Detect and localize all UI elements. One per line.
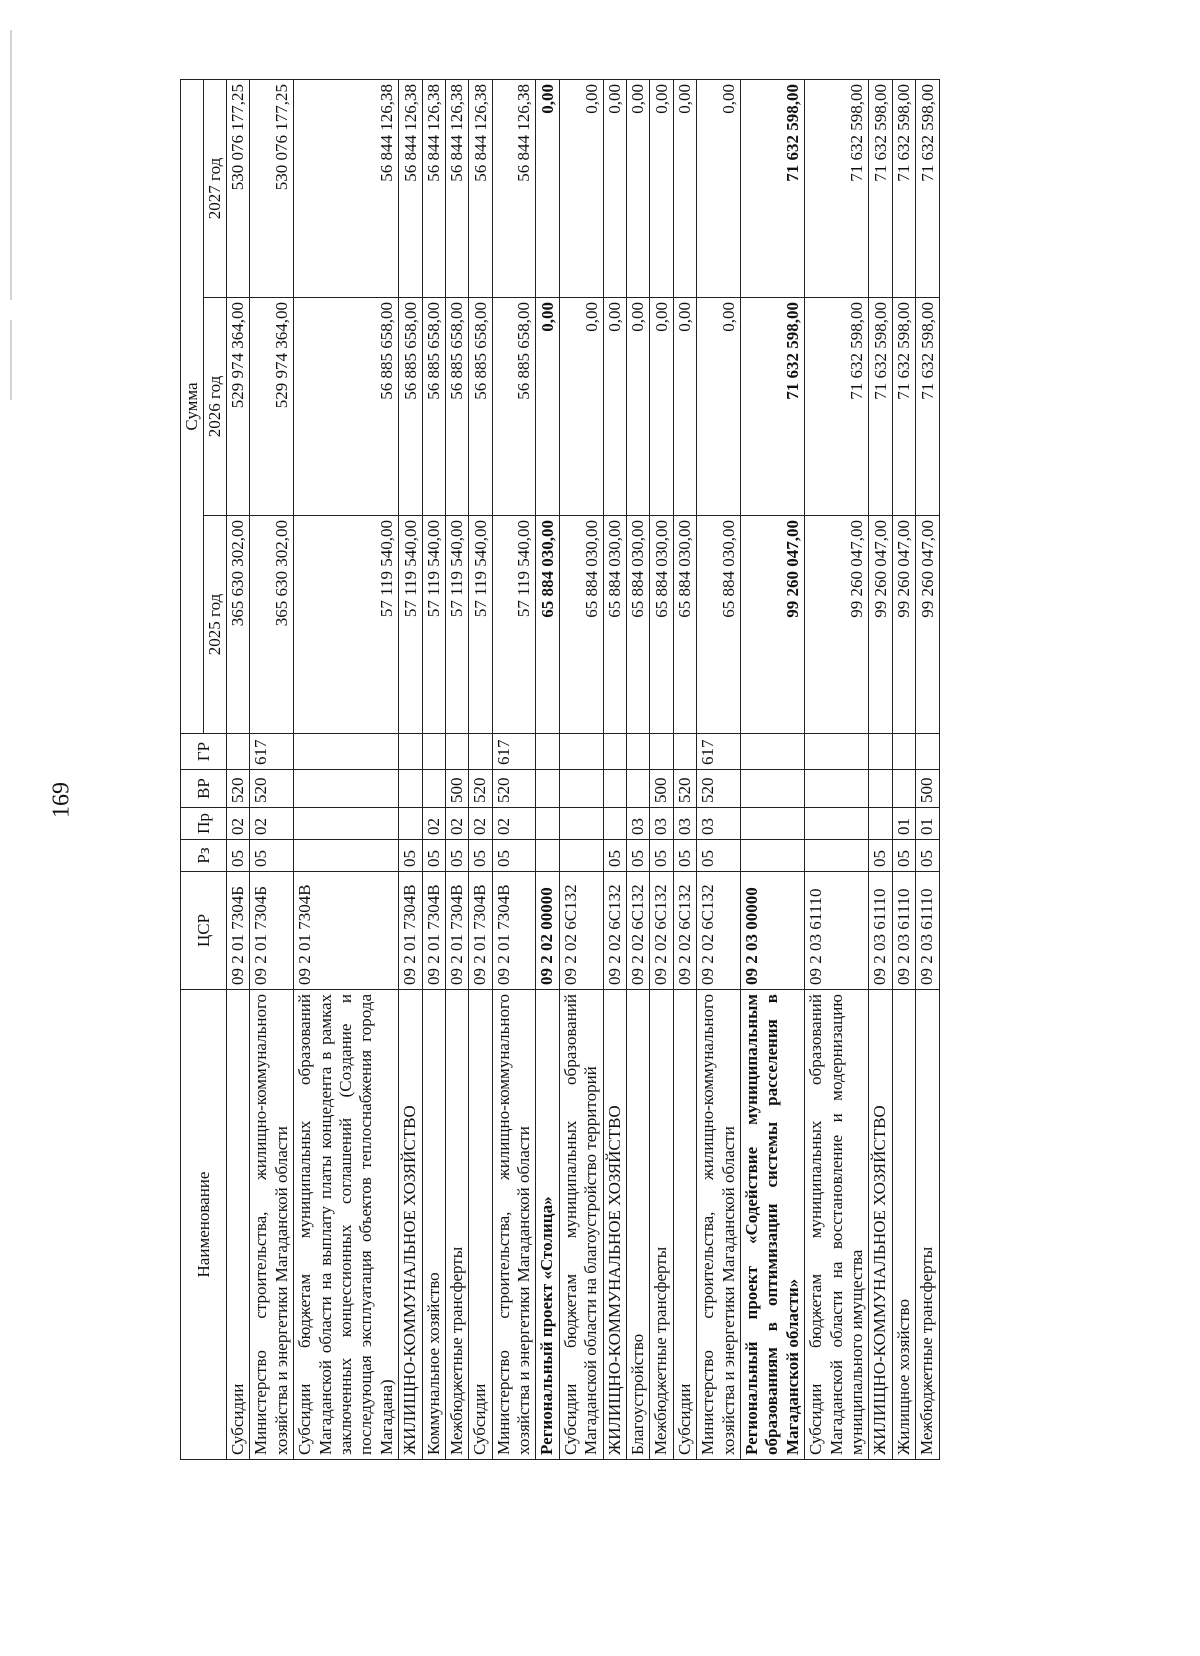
row-sum-2027: 71 632 598,00: [916, 80, 939, 298]
row-vr: 520: [673, 770, 696, 808]
row-pr: 02: [445, 808, 468, 840]
row-sum-2027: 71 632 598,00: [740, 80, 804, 298]
row-rz: 05: [627, 840, 650, 872]
row-sum-2027: 0,00: [697, 80, 741, 298]
row-sum-2025: 65 884 030,00: [697, 516, 741, 734]
table-body: [227, 80, 940, 1460]
row-sum-2025: 65 884 030,00: [536, 516, 559, 734]
row-pr: 01: [916, 808, 939, 840]
row-rz: 05: [673, 840, 696, 872]
row-rz: 05: [697, 840, 741, 872]
table-row: [869, 80, 892, 1460]
row-pr: [740, 808, 804, 840]
row-gr: [469, 734, 492, 770]
header-2026: 2026 год: [204, 298, 227, 516]
row-gr: [916, 734, 939, 770]
row-sum-2025: 99 260 047,00: [892, 516, 915, 734]
table-row: [603, 80, 626, 1460]
row-sum-2025: 57 119 540,00: [422, 516, 445, 734]
row-sum-2026: 71 632 598,00: [805, 298, 869, 516]
row-gr: [869, 734, 892, 770]
row-rz: 05: [445, 840, 468, 872]
row-sum-2027: 0,00: [627, 80, 650, 298]
row-csr: 09 2 02 6С132: [697, 872, 741, 990]
row-csr: 09 2 02 00000: [536, 872, 559, 990]
row-pr: 02: [469, 808, 492, 840]
row-name: Жилищное хозяйство: [892, 990, 915, 1460]
row-vr: 520: [469, 770, 492, 808]
row-sum-2027: 530 076 177,25: [227, 80, 250, 298]
header-pr: Пр: [181, 808, 227, 840]
row-rz: [805, 840, 869, 872]
row-gr: [805, 734, 869, 770]
row-rz: 05: [650, 840, 673, 872]
table-row: [740, 80, 804, 1460]
row-gr: [673, 734, 696, 770]
row-vr: 520: [227, 770, 250, 808]
row-sum-2025: 57 119 540,00: [469, 516, 492, 734]
row-sum-2025: 57 119 540,00: [399, 516, 422, 734]
row-sum-2027: 0,00: [603, 80, 626, 298]
header-sum: Сумма: [181, 80, 204, 734]
row-name: Благоустройство: [627, 990, 650, 1460]
row-sum-2026: 529 974 364,00: [227, 298, 250, 516]
row-rz: 05: [492, 840, 536, 872]
row-vr: 500: [916, 770, 939, 808]
row-sum-2026: 56 885 658,00: [294, 298, 399, 516]
row-sum-2025: 65 884 030,00: [627, 516, 650, 734]
row-gr: [536, 734, 559, 770]
row-gr: [627, 734, 650, 770]
row-csr: 09 2 02 6С132: [673, 872, 696, 990]
table-row: [399, 80, 422, 1460]
row-sum-2025: 365 630 302,00: [227, 516, 250, 734]
row-rz: 05: [916, 840, 939, 872]
row-sum-2026: 56 885 658,00: [492, 298, 536, 516]
table-row: [650, 80, 673, 1460]
row-gr: [603, 734, 626, 770]
row-sum-2026: 0,00: [603, 298, 626, 516]
row-sum-2027: 56 844 126,38: [492, 80, 536, 298]
table-row: [536, 80, 559, 1460]
scan-edge-line: [10, 30, 12, 300]
row-sum-2026: 0,00: [697, 298, 741, 516]
row-pr: [869, 808, 892, 840]
row-sum-2025: 65 884 030,00: [673, 516, 696, 734]
row-name: Субсидии бюджетам муниципальных образований Магаданской области на благоустройство территорий: [559, 990, 603, 1460]
row-sum-2025: 99 260 047,00: [916, 516, 939, 734]
table-row: [627, 80, 650, 1460]
row-sum-2026: 56 885 658,00: [469, 298, 492, 516]
row-csr: 09 2 01 7304В: [399, 872, 422, 990]
header-2027: 2027 год: [204, 80, 227, 298]
row-sum-2027: 56 844 126,38: [422, 80, 445, 298]
header-rz: Рз: [181, 840, 227, 872]
row-sum-2027: 0,00: [673, 80, 696, 298]
header-row: [181, 80, 204, 1460]
row-sum-2027: 0,00: [559, 80, 603, 298]
row-csr: 09 2 01 7304Б: [250, 872, 294, 990]
row-sum-2025: 65 884 030,00: [650, 516, 673, 734]
table-row: [673, 80, 696, 1460]
table-row: [227, 80, 250, 1460]
row-gr: 617: [250, 734, 294, 770]
row-rz: 05: [250, 840, 294, 872]
row-gr: [227, 734, 250, 770]
row-csr: 09 2 02 6С132: [603, 872, 626, 990]
row-name: Межбюджетные трансферты: [916, 990, 939, 1460]
row-pr: [559, 808, 603, 840]
row-rz: 05: [422, 840, 445, 872]
row-sum-2026: 56 885 658,00: [445, 298, 468, 516]
row-name: Субсидии бюджетам муниципальных образований Магаданской области на выплату платы концедента в рамках заключенных концессионных соглашений (Создание и последующая эксплуатация объектов теплоснабжения города Магадана): [294, 990, 399, 1460]
table-row: [422, 80, 445, 1460]
scan-edge-line: [10, 320, 12, 400]
row-gr: [559, 734, 603, 770]
row-pr: [805, 808, 869, 840]
row-vr: 520: [492, 770, 536, 808]
row-sum-2027: 71 632 598,00: [869, 80, 892, 298]
row-csr: 09 2 03 00000: [740, 872, 804, 990]
row-pr: 03: [650, 808, 673, 840]
row-vr: [869, 770, 892, 808]
row-vr: [740, 770, 804, 808]
row-name: ЖИЛИЩНО-КОММУНАЛЬНОЕ ХОЗЯЙСТВО: [399, 990, 422, 1460]
row-pr: 03: [697, 808, 741, 840]
row-rz: 05: [603, 840, 626, 872]
table-row: [697, 80, 741, 1460]
row-rz: [294, 840, 399, 872]
row-sum-2027: 0,00: [650, 80, 673, 298]
row-sum-2027: 56 844 126,38: [445, 80, 468, 298]
row-sum-2026: 71 632 598,00: [892, 298, 915, 516]
table-row: [469, 80, 492, 1460]
row-gr: [294, 734, 399, 770]
row-pr: [536, 808, 559, 840]
budget-table: [180, 79, 940, 1460]
row-pr: 01: [892, 808, 915, 840]
row-name: ЖИЛИЩНО-КОММУНАЛЬНОЕ ХОЗЯЙСТВО: [603, 990, 626, 1460]
row-gr: 617: [697, 734, 741, 770]
row-vr: [422, 770, 445, 808]
row-sum-2025: 65 884 030,00: [559, 516, 603, 734]
row-vr: [559, 770, 603, 808]
row-gr: [445, 734, 468, 770]
row-sum-2025: 99 260 047,00: [869, 516, 892, 734]
header-name: Наименование: [181, 990, 227, 1460]
row-pr: 02: [227, 808, 250, 840]
row-name: Региональный проект «Содействие муниципальным образованиям в оптимизации системы расселения в Магаданской области»: [740, 990, 804, 1460]
row-sum-2025: 65 884 030,00: [603, 516, 626, 734]
header-2025: 2025 год: [204, 516, 227, 734]
row-sum-2027: 56 844 126,38: [294, 80, 399, 298]
row-pr: 02: [492, 808, 536, 840]
row-rz: 05: [869, 840, 892, 872]
row-sum-2026: 529 974 364,00: [250, 298, 294, 516]
row-gr: 617: [492, 734, 536, 770]
row-sum-2026: 56 885 658,00: [422, 298, 445, 516]
table-row: [805, 80, 869, 1460]
row-name: Межбюджетные трансферты: [650, 990, 673, 1460]
row-gr: [422, 734, 445, 770]
row-sum-2026: 0,00: [673, 298, 696, 516]
row-gr: [650, 734, 673, 770]
row-sum-2026: 0,00: [559, 298, 603, 516]
row-csr: 09 2 03 61110: [916, 872, 939, 990]
row-rz: 05: [227, 840, 250, 872]
row-gr: [399, 734, 422, 770]
row-name: Коммунальное хозяйство: [422, 990, 445, 1460]
row-csr: 09 2 02 6С132: [559, 872, 603, 990]
row-sum-2025: 57 119 540,00: [294, 516, 399, 734]
table-row: [916, 80, 939, 1460]
row-csr: 09 2 03 61110: [892, 872, 915, 990]
row-pr: 02: [250, 808, 294, 840]
row-vr: 500: [445, 770, 468, 808]
row-gr: [892, 734, 915, 770]
row-name: Министерство строительства, жилищно-коммунального хозяйства и энергетики Магаданской области: [492, 990, 536, 1460]
row-vr: [294, 770, 399, 808]
row-sum-2026: 0,00: [650, 298, 673, 516]
row-sum-2027: 0,00: [536, 80, 559, 298]
row-pr: 03: [673, 808, 696, 840]
row-sum-2027: 71 632 598,00: [805, 80, 869, 298]
row-vr: [892, 770, 915, 808]
row-vr: [805, 770, 869, 808]
row-sum-2027: 56 844 126,38: [399, 80, 422, 298]
row-rz: [740, 840, 804, 872]
row-csr: 09 2 02 6С132: [627, 872, 650, 990]
row-name: Субсидии: [469, 990, 492, 1460]
row-csr: 09 2 01 7304В: [422, 872, 445, 990]
row-pr: [399, 808, 422, 840]
row-name: Субсидии бюджетам муниципальных образований Магаданской области на восстановление и модернизацию муниципального имущества: [805, 990, 869, 1460]
row-vr: [399, 770, 422, 808]
header-vr: ВР: [181, 770, 227, 808]
table-row: [294, 80, 399, 1460]
row-rz: [559, 840, 603, 872]
row-sum-2026: 71 632 598,00: [869, 298, 892, 516]
row-rz: 05: [892, 840, 915, 872]
row-csr: 09 2 01 7304В: [469, 872, 492, 990]
row-sum-2026: 56 885 658,00: [399, 298, 422, 516]
row-sum-2025: 57 119 540,00: [445, 516, 468, 734]
row-name: Межбюджетные трансферты: [445, 990, 468, 1460]
row-csr: 09 2 01 7304В: [294, 872, 399, 990]
row-pr: 02: [422, 808, 445, 840]
table-row: [250, 80, 294, 1460]
row-pr: [294, 808, 399, 840]
row-sum-2025: 99 260 047,00: [805, 516, 869, 734]
row-pr: [603, 808, 626, 840]
row-sum-2027: 71 632 598,00: [892, 80, 915, 298]
row-vr: 500: [650, 770, 673, 808]
row-sum-2027: 56 844 126,38: [469, 80, 492, 298]
page-number: 169: [48, 782, 75, 818]
row-csr: 09 2 03 61110: [869, 872, 892, 990]
table-row: [559, 80, 603, 1460]
row-csr: 09 2 02 6С132: [650, 872, 673, 990]
row-sum-2026: 71 632 598,00: [916, 298, 939, 516]
row-name: ЖИЛИЩНО-КОММУНАЛЬНОЕ ХОЗЯЙСТВО: [869, 990, 892, 1460]
row-gr: [740, 734, 804, 770]
header-csr: ЦСР: [181, 872, 227, 990]
row-name: Министерство строительства, жилищно-коммунального хозяйства и энергетики Магаданской области: [250, 990, 294, 1460]
table-row: [492, 80, 536, 1460]
row-vr: 520: [697, 770, 741, 808]
row-rz: [536, 840, 559, 872]
row-csr: 09 2 01 7304В: [492, 872, 536, 990]
row-sum-2026: 71 632 598,00: [740, 298, 804, 516]
row-sum-2026: 0,00: [536, 298, 559, 516]
row-sum-2025: 99 260 047,00: [740, 516, 804, 734]
row-csr: 09 2 01 7304Б: [227, 872, 250, 990]
row-vr: [536, 770, 559, 808]
row-vr: [603, 770, 626, 808]
row-vr: 520: [250, 770, 294, 808]
row-name: Субсидии: [673, 990, 696, 1460]
row-name: Субсидии: [227, 990, 250, 1460]
row-rz: 05: [469, 840, 492, 872]
budget-table-rotated: [180, 80, 1080, 1460]
table-row: [892, 80, 915, 1460]
row-sum-2026: 0,00: [627, 298, 650, 516]
row-pr: 03: [627, 808, 650, 840]
header-gr: ГР: [181, 734, 227, 770]
table-row: [445, 80, 468, 1460]
row-sum-2025: 365 630 302,00: [250, 516, 294, 734]
row-vr: [627, 770, 650, 808]
row-sum-2027: 530 076 177,25: [250, 80, 294, 298]
row-name: Министерство строительства, жилищно-коммунального хозяйства и энергетики Магаданской области: [697, 990, 741, 1460]
row-rz: 05: [399, 840, 422, 872]
row-name: Региональный проект «Столица»: [536, 990, 559, 1460]
row-csr: 09 2 03 61110: [805, 872, 869, 990]
row-sum-2025: 57 119 540,00: [492, 516, 536, 734]
row-csr: 09 2 01 7304В: [445, 872, 468, 990]
